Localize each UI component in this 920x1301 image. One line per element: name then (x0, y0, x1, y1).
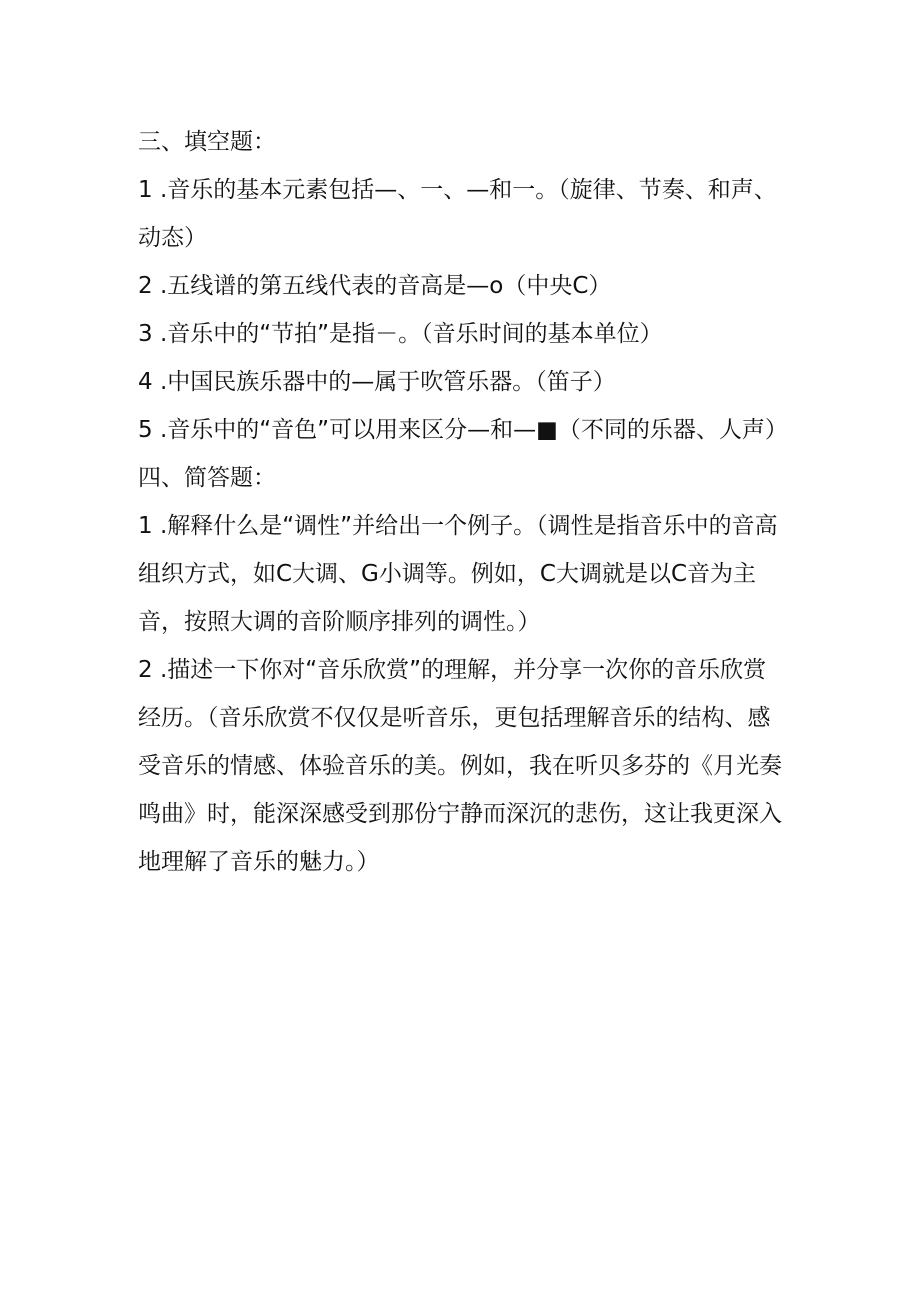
question-3-2: 2 .五线谱的第五线代表的音高是—o（中央C） (138, 273, 612, 299)
question-3-5: 5 .音乐中的“音色”可以用来区分—和—■（不同的乐器、人声） (138, 417, 788, 443)
question-3-3: 3 .音乐中的“节拍”是指－。（音乐时间的基本单位） (138, 321, 663, 347)
question-3-1: 1 .音乐的基本元素包括—、一、—和一。（旋律、节奏、和声、动态） (138, 177, 777, 251)
section-heading-short-answer: 四、简答题： (138, 465, 276, 491)
question-4-2: 2 .描述一下你对“音乐欣赏”的理解，并分享一次你的音乐欣赏经历。（音乐欣赏不仅仅是听音乐，更包括理解音乐的结构、感受音乐的情感、体验音乐的美。例如，我在听贝多芬的《月光奏鸣曲》时，能深深感受到那份宁静而深沉的悲伤，这让我更深入地理解了音乐的魅力。） (138, 657, 782, 875)
question-4-1: 1 .解释什么是“调性”并给出一个例子。（调性是指音乐中的音高组织方式，如C大调、G小调等。例如，C大调就是以C音为主音，按照大调的音阶顺序排列的调性。） (138, 513, 778, 635)
document-content (138, 118, 788, 886)
section-heading-fill-in-blank: 三、填空题： (138, 129, 276, 155)
question-3-4: 4 .中国民族乐器中的—属于吹管乐器。（笛子） (138, 369, 616, 395)
